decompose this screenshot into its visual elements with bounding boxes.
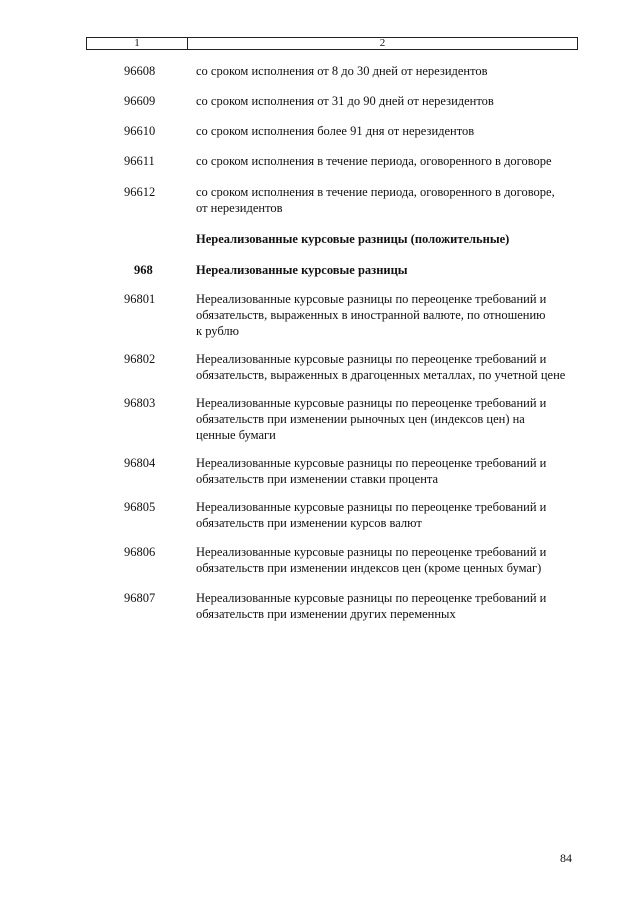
account-code: 96612 [124,185,156,199]
description-line: обязательств при изменении ставки процента [196,472,439,486]
description-line: со сроком исполнения от 8 до 30 дней от нерезидентов [196,64,488,78]
account-code: 96806 [124,545,156,559]
page-number: 84 [560,851,572,865]
account-code: 96610 [124,124,156,138]
column-1-header: 1 [87,38,188,49]
account-description [196,93,596,109]
description-line: к рублю [196,324,239,338]
account-description [196,351,596,383]
description-line: Нереализованные курсовые разницы по переоценке требований и [196,352,547,366]
account-code: 96609 [124,94,156,108]
account-description [196,544,596,576]
group-code: 968 [134,263,153,277]
account-code: 96801 [124,292,156,306]
account-description [196,395,596,443]
account-description [196,184,596,216]
account-description [196,499,596,531]
description-line: Нереализованные курсовые разницы по переоценке требований и [196,396,547,410]
account-code: 96805 [124,500,156,514]
account-description [196,590,596,622]
account-code: 96611 [124,154,155,168]
account-code: 96803 [124,396,156,410]
description-line: со сроком исполнения в течение периода, оговоренного в договоре [196,154,552,168]
description-line: Нереализованные курсовые разницы по переоценке требований и [196,292,547,306]
account-description [196,455,596,487]
group-title: Нереализованные курсовые разницы [196,263,408,277]
account-description [196,291,596,339]
description-line: со сроком исполнения от 31 до 90 дней от нерезидентов [196,94,494,108]
description-line: обязательств, выраженных в драгоценных металлах, по учетной цене [196,368,566,382]
description-line: ценные бумаги [196,428,276,442]
description-line: обязательств при изменении рыночных цен (индексов цен) на [196,412,525,426]
description-line: обязательств, выраженных в иностранной валюте, по отношению [196,308,546,322]
account-code: 96608 [124,64,156,78]
description-line: обязательств при изменении других переменных [196,607,456,621]
description-line: обязательств при изменении индексов цен (кроме ценных бумаг) [196,561,542,575]
description-line: со сроком исполнения более 91 дня от нерезидентов [196,124,475,138]
description-line: со сроком исполнения в течение периода, оговоренного в договоре, [196,185,555,199]
column-2-header: 2 [379,37,386,49]
description-line: Нереализованные курсовые разницы по переоценке требований и [196,456,547,470]
account-code: 96804 [124,456,156,470]
description-line: Нереализованные курсовые разницы по переоценке требований и [196,591,547,605]
account-code: 96807 [124,591,156,605]
section-heading: Нереализованные курсовые разницы (положительные) [196,232,510,246]
account-description [196,63,596,79]
description-line: от нерезидентов [196,201,283,215]
account-description [196,153,596,169]
description-line: Нереализованные курсовые разницы по переоценке требований и [196,545,547,559]
description-line: Нереализованные курсовые разницы по переоценке требований и [196,500,547,514]
description-line: обязательств при изменении курсов валют [196,516,422,530]
table-column-header [86,37,578,50]
account-description [196,123,596,139]
account-code: 96802 [124,352,156,366]
